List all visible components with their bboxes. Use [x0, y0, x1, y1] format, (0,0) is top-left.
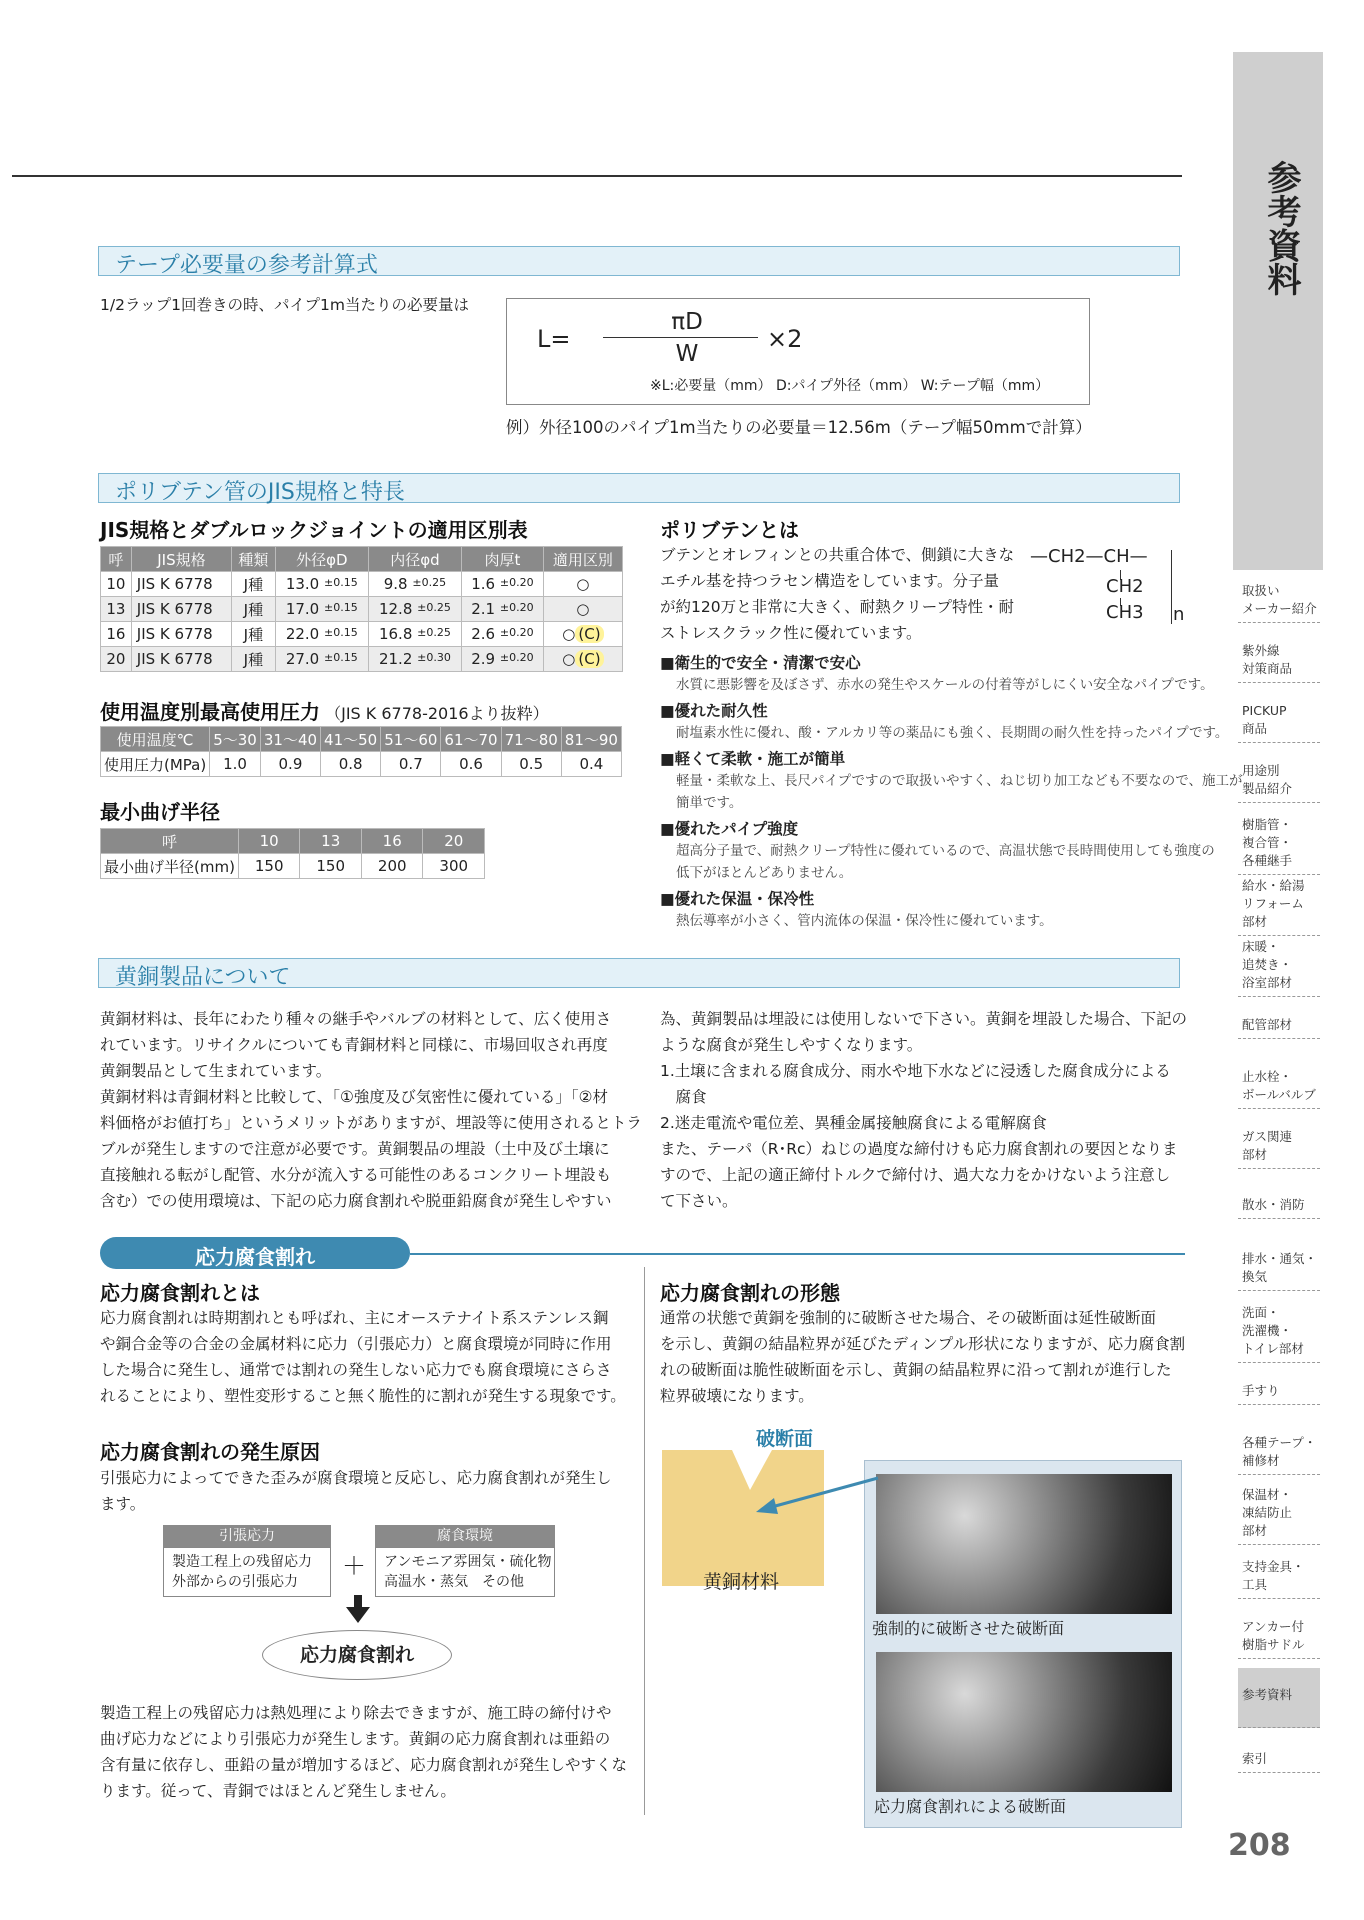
apply-mark: ○	[576, 600, 590, 618]
text-line: 含む）での使用環境は、下記の応力腐食割れや脱亜鉛腐食が発生しやすい	[100, 1192, 612, 1210]
cell-nom: 10	[101, 572, 132, 597]
text-line: 粒界破壊になります。	[660, 1387, 814, 1405]
pressure-title-wrap	[100, 696, 549, 725]
jis-table-title: JIS規格とダブルロックジョイントの適用区別表	[100, 518, 528, 542]
jis-table	[100, 546, 623, 672]
feature-line: 簡単です。	[676, 795, 743, 811]
cell-nom: 16	[101, 622, 132, 647]
chem-mid: CH2	[1106, 576, 1144, 597]
col-header: 肉厚t	[462, 547, 544, 572]
table-row	[101, 854, 485, 879]
bend-table-title: 最小曲げ半径	[100, 800, 220, 824]
cell-jis: JIS K 6778	[131, 647, 231, 672]
text-line: 腐食	[660, 1088, 707, 1106]
polybutene-desc	[660, 542, 1014, 646]
t-tolerance: ±0.20	[499, 626, 534, 639]
cause-box-environment	[375, 1525, 555, 1597]
text-line: 料価格がお値打ち」というメリットがありますが、埋設等に使用されるとトラ	[100, 1114, 642, 1132]
cell-nom: 13	[101, 597, 132, 622]
sidebar-current-tab[interactable]	[1233, 52, 1323, 570]
text-line: すので、上記の適正締付トルクで締付け、過大な力をかけないよう注意し	[660, 1166, 1171, 1184]
row-label: 最小曲げ半径(mm)	[101, 854, 239, 879]
sidebar-item-pickup[interactable]: PICKUP 商品	[1238, 702, 1320, 743]
sidebar-item-valve[interactable]: 止水栓・ ボールバルブ	[1238, 1068, 1320, 1109]
cell-nom: 20	[101, 647, 132, 672]
table-row	[101, 572, 623, 597]
sidebar-item-support[interactable]: 支持金具・ 工具	[1238, 1558, 1320, 1599]
feature-item	[660, 888, 1242, 932]
formula-example: 例）外径100のパイプ1m当たりの必要量＝12.56m（テープ幅50mmで計算）	[506, 418, 1092, 437]
box-line: 外部からの引張応力	[172, 1574, 298, 1590]
pressure-table-title: 使用温度別最高使用圧力	[100, 700, 320, 724]
col-header: 31～40	[260, 727, 320, 752]
brass-left-text	[100, 1006, 642, 1214]
pill-label: 応力腐食割れ	[195, 1245, 315, 1269]
text-line: 黄銅材料は青銅材料と比較して、「①強度及び気密性に優れている」「②材	[100, 1088, 608, 1106]
t-tolerance: ±0.20	[499, 576, 534, 589]
text-line: が約120万と非常に大きく、耐熱クリープ特性・耐	[660, 598, 1015, 616]
text-line: した場合に発生し、通常では割れの発生しない応力でも腐食環境にさらさ	[100, 1361, 612, 1379]
cell: 0.8	[321, 752, 381, 777]
t-value: 2.9	[471, 650, 496, 668]
sidebar-item-reference[interactable]: 参考資料	[1238, 1668, 1320, 1728]
section-header-jis	[98, 473, 1180, 503]
pressure-header-row	[101, 727, 622, 752]
sidebar-item-sprinkler[interactable]: 散水・消防	[1238, 1196, 1320, 1219]
brass-material-label: 黄銅材料	[703, 1571, 780, 1593]
text-line: 製造工程上の残留応力は熱処理により除去できますが、施工時の締付けや	[100, 1704, 612, 1722]
feature-title: ■優れたパイプ強度	[660, 820, 799, 838]
scc-form-text	[660, 1305, 1185, 1409]
cell-t	[462, 597, 544, 622]
od-tolerance: ±0.15	[324, 626, 358, 639]
feature-line: 超高分子量で、耐熱クリープ特性に優れているので、高温状態で長時間使用しても強度の	[676, 843, 1215, 859]
col-header: JIS規格	[131, 547, 231, 572]
formula-multiplier: ×2	[767, 325, 803, 353]
formula-intro: 1/2ラップ1回巻きの時、パイプ1m当たりの必要量は	[100, 296, 469, 314]
cell-od	[275, 622, 368, 647]
box-body	[375, 1547, 555, 1597]
polybutene-title: ポリブテンとは	[660, 518, 799, 542]
scc-what-title: 応力腐食割れとは	[100, 1281, 260, 1305]
sidebar-item-uv[interactable]: 紫外線 対策商品	[1238, 642, 1320, 683]
text-line: 為、黄銅製品は埋設には使用しないで下さい。黄銅を埋設した場合、下記の	[660, 1010, 1188, 1028]
text-line: また、テーパ（R･Rc）ねじの過度な締付けも応力腐食割れの要因となりま	[660, 1140, 1178, 1158]
text-line: 黄銅材料は、長年にわたり種々の継手やバルブの材料として、広く使用さ	[100, 1010, 612, 1028]
sidebar-item-washroom[interactable]: 洗面・ 洗濯機・ トイレ部材	[1238, 1304, 1320, 1363]
text-line: を示し、黄銅の結晶粒界が延びたディンプル形状になりますが、応力腐食割	[660, 1335, 1186, 1353]
scc-bottom-text	[100, 1700, 627, 1804]
text-line: や銅合金等の合金の金属材料に応力（引張応力）と腐食環境が同時に作用	[100, 1335, 612, 1353]
text-line: ります。従って、青銅ではほとんど発生しません。	[100, 1782, 456, 1800]
col-header: 種類	[232, 547, 276, 572]
pointer-arrow-icon	[754, 1474, 884, 1514]
text-line: ストレスクラック性に優れています。	[660, 624, 922, 642]
box-line: 製造工程上の残留応力	[172, 1554, 312, 1570]
chem-bracket	[1171, 550, 1172, 624]
section-header-brass	[98, 958, 1180, 988]
ductile-fracture-photo	[876, 1474, 1172, 1614]
scc-what-text	[100, 1305, 626, 1409]
t-value: 1.6	[471, 575, 496, 593]
text-line: ます。	[100, 1495, 146, 1513]
cell-id	[368, 622, 461, 647]
col-header: 5～30	[210, 727, 261, 752]
sidebar-item-floor-heating[interactable]: 床暖・ 追焚き・ 浴室部材	[1238, 938, 1320, 997]
col-header: 61～70	[441, 727, 501, 752]
sidebar-item-index[interactable]: 索引	[1238, 1750, 1320, 1773]
id-value: 12.8	[378, 600, 413, 618]
cell-t	[462, 572, 544, 597]
col-header: 51～60	[381, 727, 441, 752]
feature-title: ■優れた耐久性	[660, 702, 768, 720]
pressure-table-note: （JIS K 6778-2016より抜粋）	[325, 704, 549, 723]
page-number: 208	[1228, 1828, 1291, 1863]
jis-table-header-row	[101, 547, 623, 572]
col-header: 外径φD	[275, 547, 368, 572]
id-tolerance: ±0.30	[417, 651, 451, 664]
chem-top: —CH2—CH—	[1030, 546, 1148, 567]
od-tolerance: ±0.15	[324, 601, 358, 614]
text-line: 引張応力によってできた歪みが腐食環境と反応し、応力腐食割れが発生し	[100, 1469, 612, 1487]
text-line: 黄銅製品として生まれています。	[100, 1062, 332, 1080]
section-title: 黄銅製品について	[115, 965, 291, 990]
formula-numerator: πD	[671, 309, 703, 335]
photo2-caption: 応力腐食割れによる破断面	[874, 1797, 1067, 1816]
text-line: 応力腐食割れは時期割れとも呼ばれ、主にオーステナイト系ステンレス鋼	[100, 1309, 609, 1327]
formula-denominator: W	[675, 341, 699, 367]
od-value: 27.0	[285, 650, 320, 668]
od-value: 13.0	[285, 575, 320, 593]
cell-jis: JIS K 6778	[131, 597, 231, 622]
cell-apply	[543, 572, 622, 597]
table-row	[101, 647, 623, 672]
row-label: 使用圧力(MPa)	[101, 752, 210, 777]
sidebar-item-drainage[interactable]: 排水・通気・ 換気	[1238, 1250, 1320, 1291]
sidebar-item-maker[interactable]: 取扱い メーカー紹介	[1238, 582, 1320, 623]
box-line: 高温水・蒸気 その他	[384, 1574, 524, 1590]
sidebar-item-resin-pipe[interactable]: 樹脂管・ 複合管・ 各種継手	[1238, 816, 1320, 875]
table-row	[101, 752, 622, 777]
cell-apply	[543, 597, 622, 622]
formula-lhs: L=	[537, 325, 571, 353]
fracture-label: 破断面	[756, 1428, 814, 1450]
col-header: 使用温度℃	[101, 727, 210, 752]
feature-title: ■衛生的で安全・清潔で安心	[660, 654, 861, 672]
col-header: 内径φd	[368, 547, 461, 572]
section-title: ポリブテン管のJIS規格と特長	[115, 480, 405, 505]
cell: 150	[238, 854, 300, 879]
col-header: 16	[361, 829, 423, 854]
cell-id	[368, 572, 461, 597]
formula-legend: ※L:必要量（mm） D:パイプ外径（mm） W:テープ幅（mm）	[650, 378, 1050, 394]
feature-line: 軽量・柔軟な上、長尺パイプですので取扱いやすく、ねじ切り加工なども不要なので、施工が	[676, 773, 1243, 789]
apply-mark: ○	[562, 650, 576, 668]
sidebar-item-tape[interactable]: 各種テープ・ 補修材	[1238, 1434, 1320, 1475]
cell-t	[462, 647, 544, 672]
table-row	[101, 622, 623, 647]
t-value: 2.6	[471, 625, 496, 643]
col-header: 10	[238, 829, 300, 854]
cell: 150	[300, 854, 362, 879]
box-body	[163, 1547, 331, 1597]
id-tolerance: ±0.25	[412, 576, 447, 589]
top-rule	[12, 175, 1182, 177]
box-label: 引張応力	[163, 1525, 331, 1547]
text-line: ブテンとオレフィンとの共重合体で、側鎖に大きな	[660, 546, 1015, 564]
cell: 0.6	[441, 752, 501, 777]
cell-type: J種	[232, 622, 276, 647]
sidebar-item-usage[interactable]: 用途別 製品紹介	[1238, 762, 1320, 803]
id-tolerance: ±0.25	[417, 626, 451, 639]
text-line: 通常の状態で黄銅を強制的に破断させた場合、その破断面は延性破断面	[660, 1309, 1157, 1327]
formula-box	[506, 298, 1090, 405]
cell: 0.7	[381, 752, 441, 777]
text-line: れの破断面は脆性破断面を示し、黄銅の結晶粒界に沿って割れが進行した	[660, 1361, 1172, 1379]
text-line: 2.迷走電流や電位差、異種金属接触腐食による電解腐食	[660, 1114, 1047, 1132]
cell-jis: JIS K 6778	[131, 622, 231, 647]
apply-c-badge: (C)	[575, 650, 603, 668]
text-line: ブルが発生しますので注意が必要です。黄銅製品の埋設（土中及び土壌に	[100, 1140, 610, 1158]
text-line: 1.土壌に含まれる腐食成分、雨水や地下水などに浸透した腐食成分による	[660, 1062, 1171, 1080]
fraction-bar	[603, 337, 758, 338]
chem-bot: CH3	[1106, 602, 1144, 623]
box-line: アンモニア雰囲気・硫化物	[384, 1554, 552, 1570]
cell: 0.4	[561, 752, 621, 777]
feature-item	[660, 700, 1242, 744]
text-line: エチル基を持つラセン構造をしています。分子量	[660, 572, 999, 590]
scc-fracture-photo	[876, 1652, 1172, 1792]
col-header: 13	[300, 829, 362, 854]
bend-table	[100, 828, 485, 879]
col-header: 81～90	[561, 727, 621, 752]
section-header-tape	[98, 246, 1180, 276]
cell-type: J種	[232, 597, 276, 622]
bend-header-row	[101, 829, 485, 854]
text-line: れています。リサイクルについても青銅材料と同様に、市場回収され再度	[100, 1036, 608, 1054]
sidebar-tab-title: 参考資料	[1261, 160, 1301, 296]
feature-list	[660, 652, 1242, 932]
box-label: 腐食環境	[375, 1525, 555, 1547]
photo1-caption: 強制的に破断させた破断面	[872, 1619, 1065, 1638]
t-tolerance: ±0.20	[499, 601, 534, 614]
cell-od	[275, 572, 368, 597]
cell-t	[462, 622, 544, 647]
cell-type: J種	[232, 647, 276, 672]
col-header: 呼	[101, 547, 132, 572]
text-line: 直接触れる転がし配管、水分が流入する可能性のあるコンクリート埋設も	[100, 1166, 612, 1184]
cell-od	[275, 597, 368, 622]
t-tolerance: ±0.20	[499, 651, 534, 664]
chemical-structure	[1030, 546, 1185, 626]
cell: 200	[361, 854, 423, 879]
cell-apply	[543, 647, 622, 672]
sidebar-item-handrail[interactable]: 手すり	[1238, 1382, 1320, 1405]
text-line: ような腐食が発生しやすくなります。	[660, 1036, 923, 1054]
feature-line: 熱伝導率が小さく、管内流体の保温・保冷性に優れています。	[676, 913, 1053, 929]
text-line: 含有量に依存し、亜鉛の量が増加するほど、応力腐食割れが発生しやすくな	[100, 1756, 628, 1774]
id-value: 16.8	[378, 625, 413, 643]
text-line: て下さい。	[660, 1192, 738, 1210]
sidebar-item-insulation[interactable]: 保温材・ 凍結防止 部材	[1238, 1486, 1320, 1545]
cell: 1.0	[210, 752, 261, 777]
apply-mark: ○	[562, 625, 576, 643]
sidebar-item-gas[interactable]: ガス関連 部材	[1238, 1128, 1320, 1169]
sidebar-item-water-supply[interactable]: 給水・給湯 リフォーム 部材	[1238, 877, 1320, 936]
id-value: 9.8	[383, 575, 408, 593]
down-arrow-icon	[346, 1595, 370, 1625]
plus-sign: ＋	[342, 1552, 366, 1580]
feature-item	[660, 818, 1242, 884]
scc-result-oval: 応力腐食割れ	[262, 1630, 452, 1680]
feature-item	[660, 748, 1242, 814]
col-header: 41～50	[321, 727, 381, 752]
t-value: 2.1	[471, 600, 496, 618]
scc-form-title: 応力腐食割れの形態	[660, 1281, 840, 1305]
pill-rule	[410, 1253, 1185, 1255]
od-tolerance: ±0.15	[324, 651, 358, 664]
apply-mark: ○	[576, 575, 590, 593]
sidebar-item-piping[interactable]: 配管部材	[1238, 1016, 1320, 1039]
column-divider	[644, 1267, 645, 1815]
cell: 0.9	[260, 752, 320, 777]
cell-jis: JIS K 6778	[131, 572, 231, 597]
scc-pill-header	[100, 1237, 410, 1269]
feature-line: 低下がほとんどありません。	[676, 865, 853, 881]
cell-id	[368, 647, 461, 672]
pressure-table	[100, 726, 622, 777]
sidebar-item-anchor[interactable]: アンカー付 樹脂サドル	[1238, 1618, 1320, 1659]
od-value: 17.0	[285, 600, 320, 618]
feature-title: ■軽くて柔軟・施工が簡単	[660, 750, 846, 768]
feature-title: ■優れた保温・保冷性	[660, 890, 815, 908]
section-title: テープ必要量の参考計算式	[115, 253, 378, 278]
id-value: 21.2	[378, 650, 413, 668]
cell: 300	[423, 854, 485, 879]
cell-apply	[543, 622, 622, 647]
feature-line: 水質に悪影響を及ぼさず、赤水の発生やスケールの付着等がしにくい安全なパイプです。	[676, 677, 1214, 693]
col-header: 71～80	[501, 727, 561, 752]
scc-cause-title: 応力腐食割れの発生原因	[100, 1440, 320, 1464]
feature-item	[660, 652, 1242, 696]
cell-id	[368, 597, 461, 622]
scc-cause-text	[100, 1465, 612, 1517]
table-row	[101, 597, 623, 622]
col-header: 呼	[101, 829, 239, 854]
col-header: 適用区別	[543, 547, 622, 572]
text-line: 曲げ応力などにより引張応力が発生します。黄銅の応力腐食割れは亜鉛の	[100, 1730, 611, 1748]
apply-c-badge: (C)	[575, 625, 603, 643]
col-header: 20	[423, 829, 485, 854]
od-tolerance: ±0.15	[324, 576, 358, 589]
cell-type: J種	[232, 572, 276, 597]
text-line: れることにより、塑性変形すること無く脆性的に割れが発生する現象です。	[100, 1387, 626, 1405]
id-tolerance: ±0.25	[417, 601, 451, 614]
cause-box-tension	[163, 1525, 331, 1597]
chem-n: n	[1173, 604, 1185, 625]
cell: 0.5	[501, 752, 561, 777]
brass-material-diagram	[662, 1450, 824, 1586]
cell-od	[275, 647, 368, 672]
feature-line: 耐塩素水性に優れ、酸・アルカリ等の薬品にも強く、長期間の耐久性を持ったパイプです。	[676, 725, 1229, 741]
od-value: 22.0	[285, 625, 320, 643]
brass-right-text	[660, 1006, 1187, 1214]
